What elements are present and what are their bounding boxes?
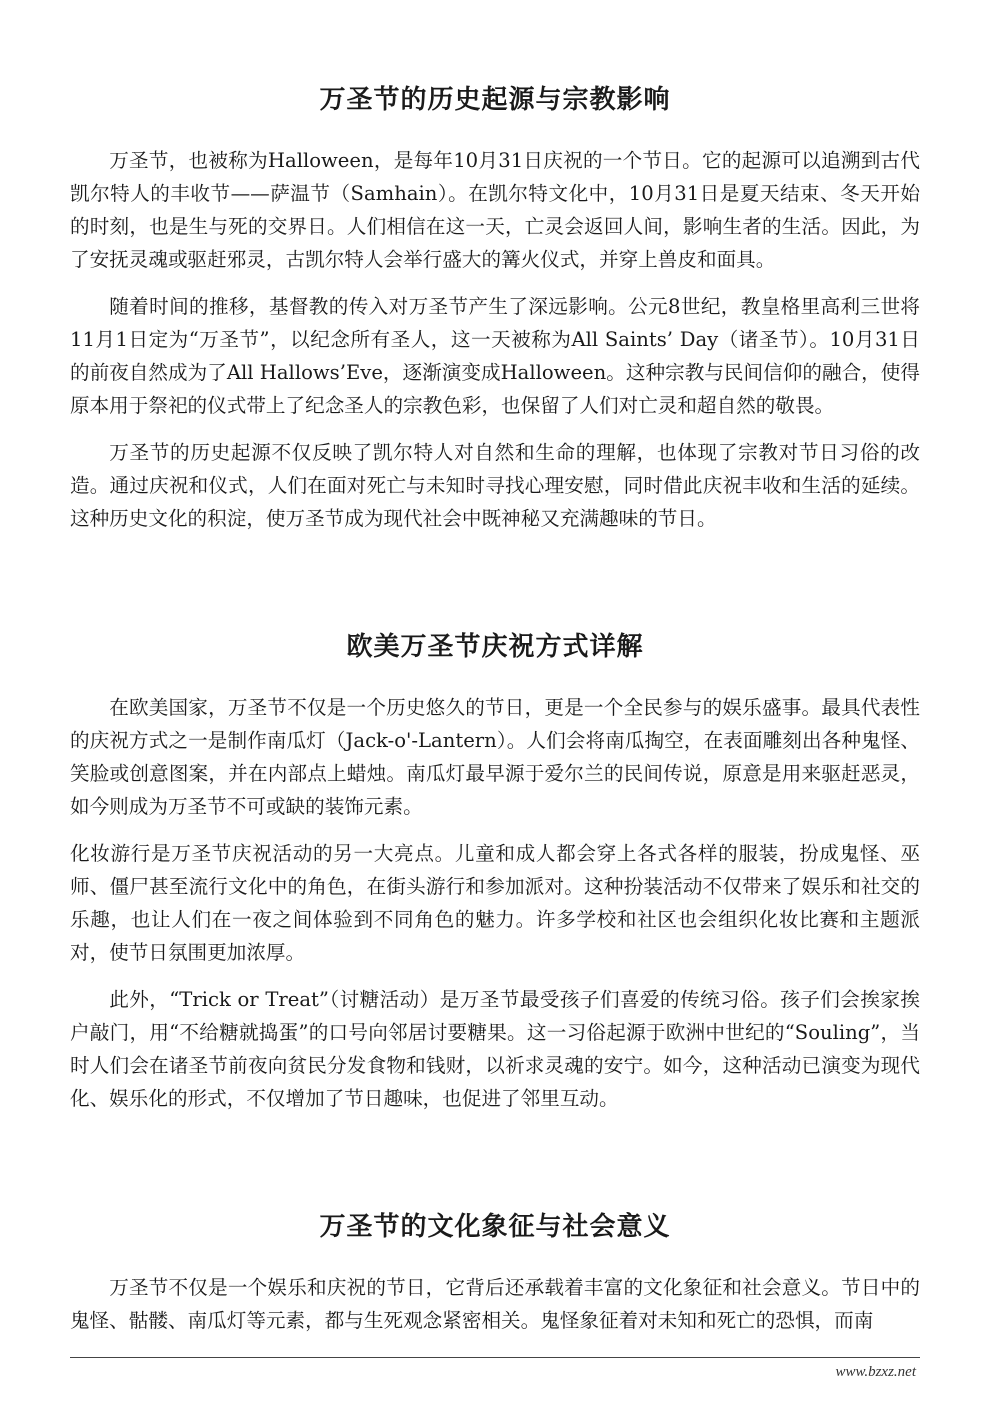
paragraph: 随着时间的推移，基督教的传入对万圣节产生了深远影响。公元8世纪，教皇格里高利三世将11月1日定为“万圣节”，以纪念所有圣人，这一天被称为All Saints’ Day（诸圣节）。10月31日的前夜自然成为了All Hallows’Eve，逐渐演变成Halloween。这种宗教与民间信仰的融合，使得原本用于祭祀的仪式带上了纪念圣人的宗教色彩，也保留了人们对亡灵和超自然的敬畏。 — [70, 295, 920, 417]
paragraph: 万圣节，也被称为Halloween，是每年10月31日庆祝的一个节日。它的起源可以追溯到古代凯尔特人的丰收节——萨温节（Samhain）。在凯尔特文化中，10月31日是夏天结束、冬天开始的时刻，也是生与死的交界日。人们相信在这一天，亡灵会返回人间，影响生者的生活。因此，为了安抚灵魂或驱赶邪灵，古凯尔特人会举行盛大的篝火仪式，并穿上兽皮和面具。 — [70, 149, 920, 271]
section-symbolism — [70, 1211, 920, 1337]
page-footer — [70, 1357, 920, 1381]
paragraph: 此外，“Trick or Treat”（讨糖活动）是万圣节最受孩子们喜爱的传统习俗。孩子们会挨家挨户敲门，用“不给糖就捣蛋”的口号向邻居讨要糖果。这一习俗起源于欧洲中世纪的“Souling”，当时人们会在诸圣节前夜向贫民分发食物和钱财，以祈求灵魂的安宁。如今，这种活动已演变为现代化、娱乐化的形式，不仅增加了节日趣味，也促进了邻里互动。 — [70, 988, 920, 1110]
paragraph: 化妆游行是万圣节庆祝活动的另一大亮点。儿童和成人都会穿上各式各样的服装，扮成鬼怪、巫师、僵尸甚至流行文化中的角色，在街头游行和参加派对。这种扮装活动不仅带来了娱乐和社交的乐趣，也让人们在一夜之间体验到不同角色的魅力。许多学校和社区也会组织化妆比赛和主题派对，使节日氛围更加浓厚。 — [70, 842, 920, 964]
section-title: 万圣节的文化象征与社会意义 — [319, 1212, 671, 1242]
section-title: 万圣节的历史起源与宗教影响 — [319, 85, 671, 115]
paragraph: 万圣节的历史起源不仅反映了凯尔特人对自然和生命的理解，也体现了宗教对节日习俗的改造。通过庆祝和仪式，人们在面对死亡与未知时寻找心理安慰，同时借此庆祝丰收和生活的延续。这种历史文化的积淀，使万圣节成为现代社会中既神秘又充满趣味的节日。 — [70, 441, 920, 530]
section-history — [70, 84, 920, 535]
paragraph: 在欧美国家，万圣节不仅是一个历史悠久的节日，更是一个全民参与的娱乐盛事。最具代表性的庆祝方式之一是制作南瓜灯（Jack-o'-Lantern）。人们会将南瓜掏空，在表面雕刻出各种鬼怪、笑脸或创意图案，并在内部点上蜡烛。南瓜灯最早源于爱尔兰的民间传说，原意是用来驱赶恶灵，如今则成为万圣节不可或缺的装饰元素。 — [70, 696, 920, 818]
section-title: 欧美万圣节庆祝方式详解 — [346, 632, 644, 662]
paragraph: 万圣节不仅是一个娱乐和庆祝的节日，它背后还承载着丰富的文化象征和社会意义。节日中的鬼怪、骷髅、南瓜灯等元素，都与生死观念紧密相关。鬼怪象征着对未知和死亡的恐惧，而南 — [70, 1276, 920, 1332]
footer-url: www.bzxz.net — [835, 1364, 916, 1380]
section-celebrations — [70, 631, 920, 1115]
footer-divider — [70, 1357, 920, 1358]
